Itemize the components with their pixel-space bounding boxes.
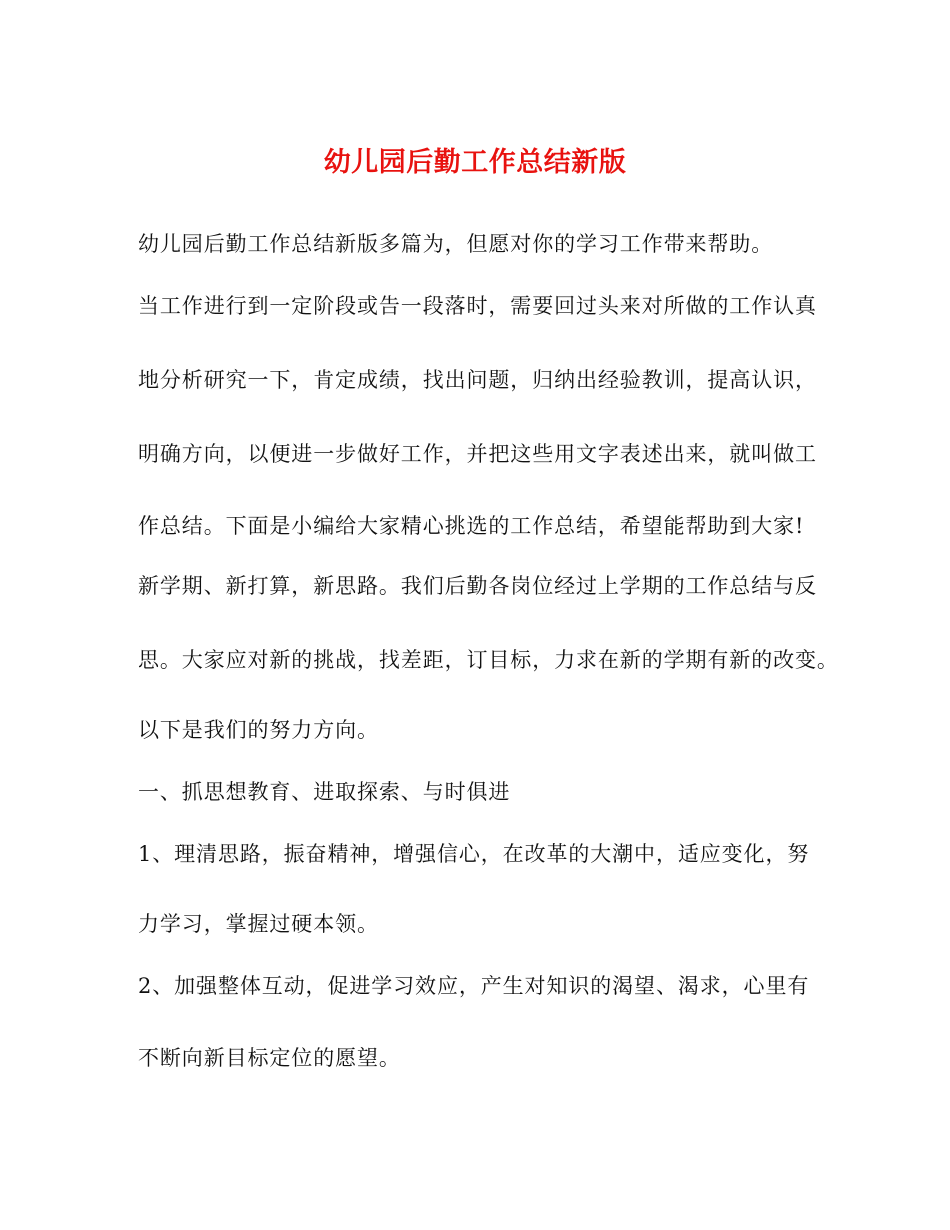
paragraph-line: 思。大家应对新的挑战，找差距，订目标，力求在新的学期有新的改变。 (138, 648, 839, 672)
paragraph-line: 1、理清思路，振奋精神，增强信心，在改革的大潮中，适应变化，努 (138, 842, 810, 866)
paragraph-line: 力学习，掌握过硬本领。 (138, 912, 379, 936)
paragraph-line: 2、加强整体互动，促进学习效应，产生对知识的渴望、渴求，心里有 (138, 974, 810, 998)
paragraph-line: 明确方向，以便进一步做好工作，并把这些用文字表述出来，就叫做工 (138, 442, 817, 466)
section-heading: 一、抓思想教育、进取探索、与时俱进 (138, 780, 511, 804)
paragraph-line: 新学期、新打算，新思路。我们后勤各岗位经过上学期的工作总结与反 (138, 574, 817, 598)
paragraph-line: 地分析研究一下，肯定成绩，找出问题，归纳出经验教训，提高认识， (138, 368, 817, 392)
paragraph-line: 以下是我们的努力方向。 (138, 718, 379, 742)
document-title: 幼儿园后勤工作总结新版 (323, 147, 627, 178)
paragraph-line: 当工作进行到一定阶段或告一段落时，需要回过头来对所做的工作认真 (138, 294, 817, 318)
paragraph-line: 作总结。下面是小编给大家精心挑选的工作总结，希望能帮助到大家! (138, 514, 805, 538)
paragraph-line: 幼儿园后勤工作总结新版多篇为，但愿对你的学习工作带来帮助。 (138, 232, 774, 256)
paragraph-line: 不断向新目标定位的愿望。 (138, 1046, 401, 1070)
